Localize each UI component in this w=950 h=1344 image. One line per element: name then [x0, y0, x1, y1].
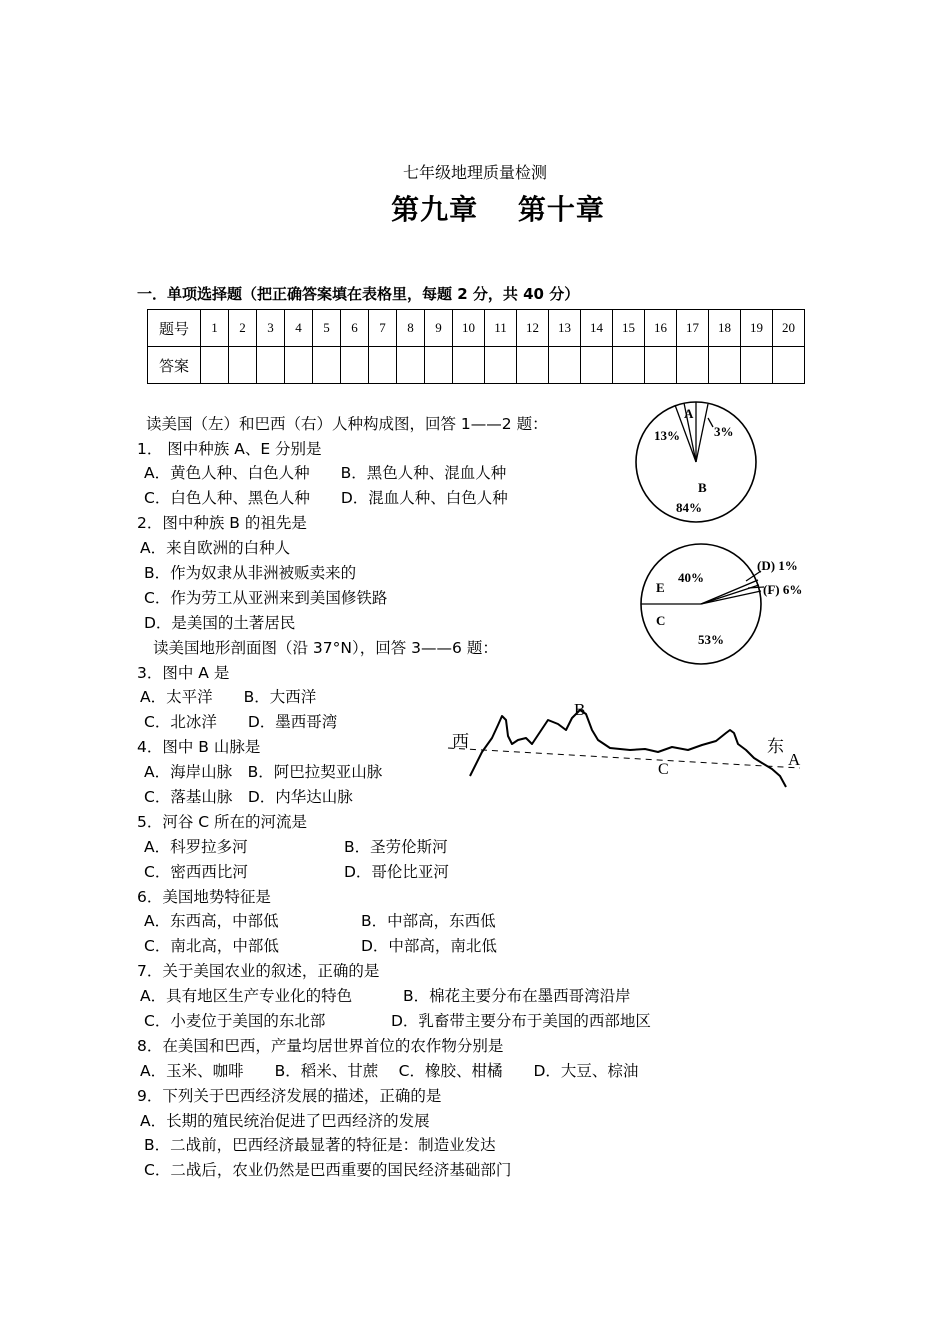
exam-subtitle: 七年级地理质量检测 — [402, 163, 547, 182]
number-row — [148, 310, 805, 347]
usa-terrain-profile — [440, 690, 810, 800]
number-cell: 10 — [453, 310, 485, 347]
question-8: 8．在美国和巴西，产量均居世界首位的农作物分别是 — [137, 1037, 504, 1055]
number-cell: 4 — [285, 310, 313, 347]
q2-option-b: B．作为奴隶从非洲被贩卖来的 — [144, 564, 357, 582]
section-heading: 一．单项选择题（把正确答案填在表格里，每题 2 分，共 40 分） — [137, 285, 580, 303]
question-6: 6．美国地势特征是 — [137, 888, 271, 906]
usa-label-13: 13% — [654, 428, 680, 443]
intro-pie-charts: 读美国（左）和巴西（右）人种构成图，回答 1——2 题： — [146, 415, 548, 433]
answer-cell[interactable] — [549, 347, 581, 384]
terrain-line — [470, 710, 786, 787]
brazil-label-e: E — [656, 580, 665, 595]
q4-options-cd: C．落基山脉 D．内华达山脉 — [144, 788, 353, 806]
usa-race-pie — [625, 398, 765, 528]
answer-cell[interactable] — [709, 347, 741, 384]
answer-cell[interactable] — [201, 347, 229, 384]
q7-option-c: C．小麦位于美国的东北部 — [144, 1012, 326, 1030]
number-cell: 6 — [341, 310, 369, 347]
q7-option-b: B．棉花主要分布在墨西哥湾沿岸 — [403, 987, 631, 1005]
answer-cell[interactable] — [369, 347, 397, 384]
number-cell: 19 — [741, 310, 773, 347]
q1-options-ab: A．黄色人种、白色人种 B．黑色人种、混血人种 — [144, 464, 507, 482]
answer-table — [147, 309, 805, 384]
question-4: 4．图中 B 山脉是 — [137, 738, 261, 756]
number-cell: 16 — [645, 310, 677, 347]
answer-row-label: 答案 — [148, 347, 201, 384]
answer-cell[interactable] — [341, 347, 369, 384]
q9-option-b: B．二战前，巴西经济最显著的特征是：制造业发达 — [144, 1136, 496, 1154]
number-cell: 11 — [485, 310, 517, 347]
answer-cell[interactable] — [485, 347, 517, 384]
exam-title: 第九章 第十章 — [391, 193, 605, 226]
number-cell: 5 — [313, 310, 341, 347]
q9-option-c: C．二战后，农业仍然是巴西重要的国民经济基础部门 — [144, 1161, 512, 1179]
usa-label-3: 3% — [714, 424, 734, 439]
number-cell: 14 — [581, 310, 613, 347]
q5-option-d: D．哥伦比亚河 — [344, 863, 449, 881]
answer-cell[interactable] — [645, 347, 677, 384]
answer-cell[interactable] — [677, 347, 709, 384]
answer-cell[interactable] — [425, 347, 453, 384]
q5-option-c: C．密西西比河 — [144, 863, 248, 881]
q4-options-ab: A．海岸山脉 B．阿巴拉契亚山脉 — [144, 763, 383, 781]
answer-cell[interactable] — [397, 347, 425, 384]
number-cell: 15 — [613, 310, 645, 347]
profile-label-west: 西 — [452, 732, 469, 751]
number-cell: 13 — [549, 310, 581, 347]
usa-label-leader — [708, 418, 713, 427]
number-cell: 17 — [677, 310, 709, 347]
profile-label-b: B — [574, 700, 586, 719]
q6-option-b: B．中部高，东西低 — [361, 912, 496, 930]
answer-cell[interactable] — [581, 347, 613, 384]
q6-option-d: D．中部高，南北低 — [361, 937, 497, 955]
number-row-label: 题号 — [148, 310, 201, 347]
intro-profile: 读美国地形剖面图（沿 37°N），回答 3——6 题： — [153, 639, 498, 657]
question-9: 9．下列关于巴西经济发展的描述，正确的是 — [137, 1087, 442, 1105]
number-cell: 2 — [229, 310, 257, 347]
q5-option-b: B．圣劳伦斯河 — [344, 838, 448, 856]
number-cell: 20 — [773, 310, 805, 347]
usa-label-84: 84% — [676, 500, 702, 515]
answer-cell[interactable] — [773, 347, 805, 384]
q7-option-a: A．具有地区生产专业化的特色 — [140, 987, 353, 1005]
brazil-pie-divider — [701, 591, 761, 604]
usa-label-a: A — [684, 406, 694, 421]
profile-label-c: C — [658, 761, 669, 778]
question-1: 1． 图中种族 A、E 分别是 — [137, 440, 322, 458]
number-cell: 7 — [369, 310, 397, 347]
q9-option-a: A．长期的殖民统治促进了巴西经济的发展 — [140, 1112, 430, 1130]
q2-option-a: A．来自欧洲的白种人 — [140, 539, 291, 557]
number-cell: 1 — [201, 310, 229, 347]
brazil-label-d: (D) 1% — [757, 558, 798, 573]
number-cell: 9 — [425, 310, 453, 347]
q2-option-d: D．是美国的土著居民 — [144, 614, 296, 632]
q3-options-cd: C．北冰洋 D．墨西哥湾 — [144, 713, 338, 731]
answer-cell[interactable] — [229, 347, 257, 384]
answer-row — [148, 347, 805, 384]
answer-cell[interactable] — [285, 347, 313, 384]
q5-option-a: A．科罗拉多河 — [144, 838, 248, 856]
q1-options-cd: C．白色人种、黑色人种 D．混血人种、白色人种 — [144, 489, 508, 507]
answer-cell[interactable] — [741, 347, 773, 384]
question-2: 2．图中种族 B 的祖先是 — [137, 514, 307, 532]
q8-options: A．玉米、咖啡 B．稻米、甘蔗 C．橡胶、柑橘 D．大豆、棕油 — [140, 1062, 639, 1080]
brazil-label-53: 53% — [698, 632, 724, 647]
answer-cell[interactable] — [257, 347, 285, 384]
q7-option-d: D．乳畜带主要分布于美国的西部地区 — [391, 1012, 651, 1030]
question-3: 3．图中 A 是 — [137, 664, 230, 682]
question-5: 5．河谷 C 所在的河流是 — [137, 813, 308, 831]
number-cell: 12 — [517, 310, 549, 347]
q6-option-c: C．南北高，中部低 — [144, 937, 279, 955]
usa-label-b: B — [698, 480, 707, 495]
brazil-race-pie — [630, 540, 815, 670]
q6-option-a: A．东西高，中部低 — [144, 912, 279, 930]
usa-pie-divider — [696, 404, 708, 462]
brazil-label-c: C — [656, 613, 666, 628]
profile-label-a: A — [788, 750, 801, 769]
q2-option-c: C．作为劳工从亚洲来到美国修铁路 — [144, 589, 388, 607]
number-cell: 8 — [397, 310, 425, 347]
answer-cell[interactable] — [517, 347, 549, 384]
answer-cell[interactable] — [613, 347, 645, 384]
brazil-label-f: (F) 6% — [763, 582, 803, 597]
number-cell: 18 — [709, 310, 741, 347]
q3-options-ab: A．太平洋 B．大西洋 — [140, 688, 317, 706]
answer-cell[interactable] — [313, 347, 341, 384]
number-cell: 3 — [257, 310, 285, 347]
brazil-pie-divider — [701, 580, 758, 604]
question-7: 7．关于美国农业的叙述，正确的是 — [137, 962, 380, 980]
brazil-label-40: 40% — [678, 570, 704, 585]
answer-cell[interactable] — [453, 347, 485, 384]
profile-label-east: 东 — [767, 737, 784, 756]
